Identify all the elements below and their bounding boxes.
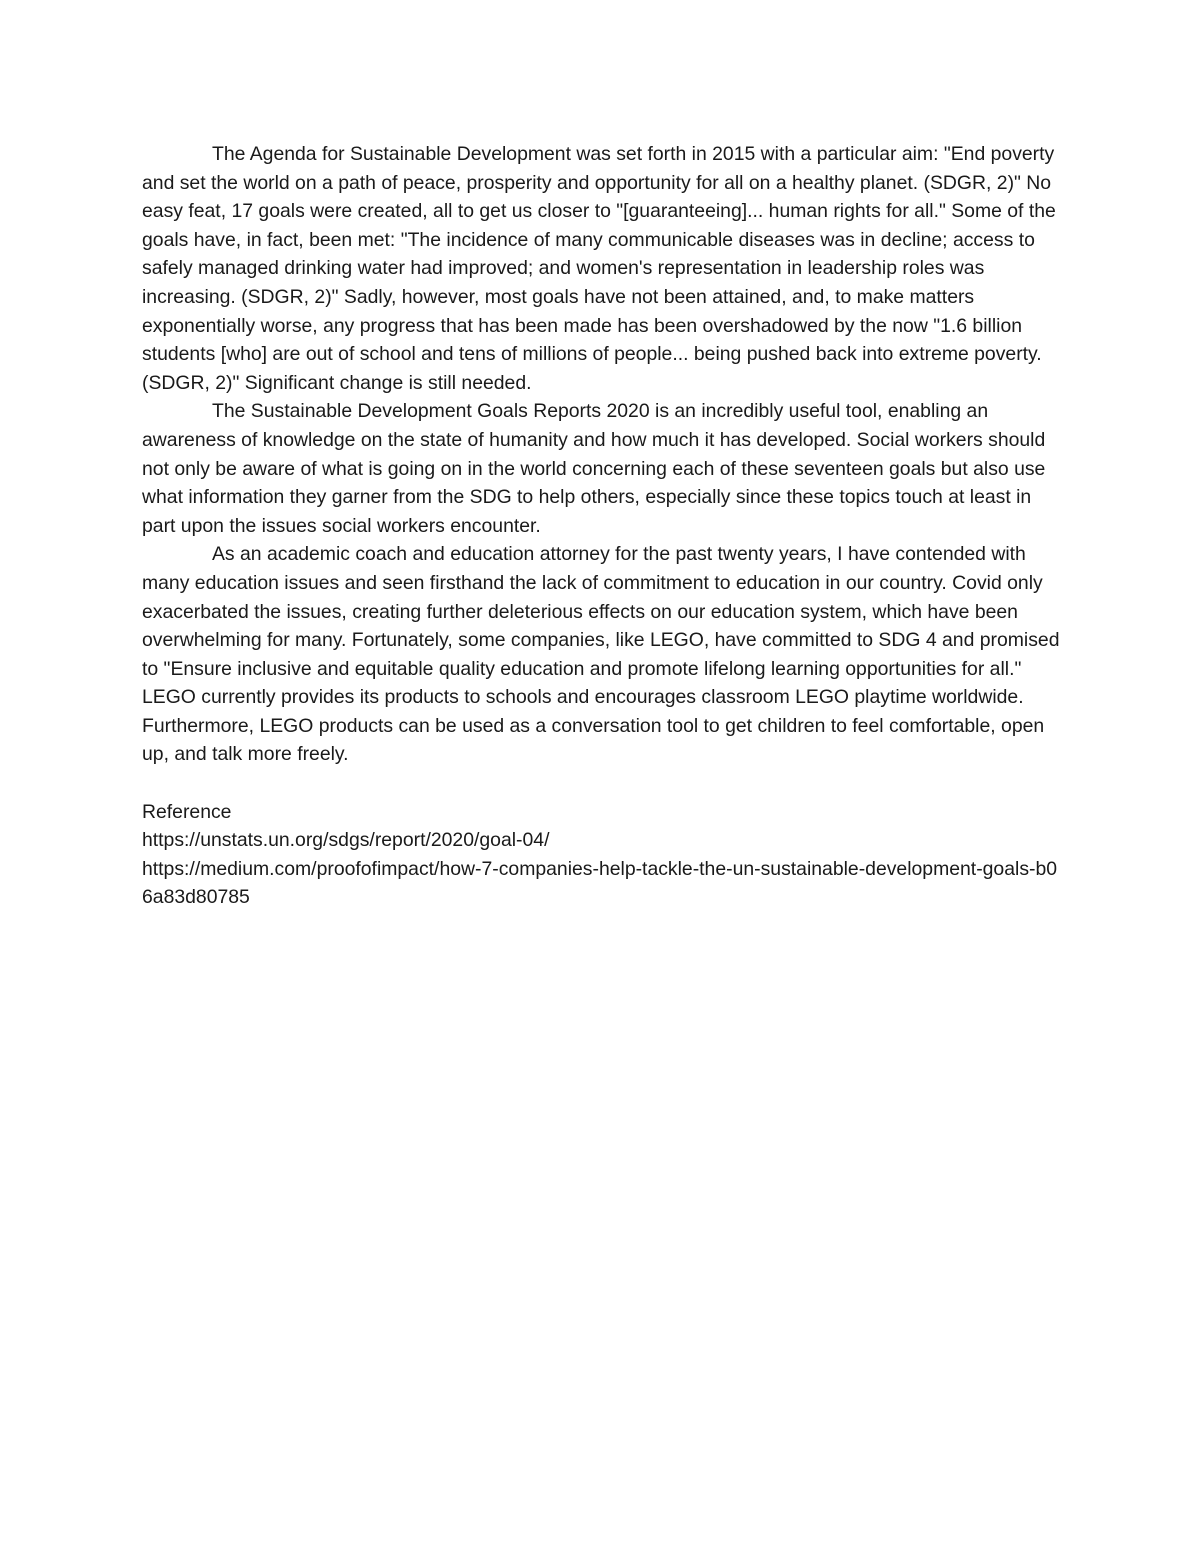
paragraph-1: The Agenda for Sustainable Development was set forth in 2015 with a particular aim: "End poverty and set the world on a path of peace, prosperity and opportunity for all on a healthy planet. (SDGR, 2)" No easy feat, 17 goals were created, all to get us closer to "[guaranteeing]... human rights for all." Some of the goals have, in fact, been met: "The incidence of many communicable diseases was in decline; access to safely managed drinking water had improved; and women's representation in leadership roles was increasing. (SDGR, 2)" Sadly, however, most goals have not been attained, and, to make matters exponentially worse, any progress that has been made has been overshadowed by the now "1.6 billion students [who] are out of school and tens of millions of people... being pushed back into extreme poverty. (SDGR, 2)" Significant change is still needed. [142, 143, 1056, 394]
reference-section [142, 798, 1064, 912]
reference-link-2: https://medium.com/proofofimpact/how-7-companies-help-tackle-the-un-sustainable-development-goals-b06a83d80785 [142, 857, 1058, 909]
document-body [142, 140, 1064, 912]
reference-link-1: https://unstats.un.org/sdgs/report/2020/goal-04/ [142, 829, 550, 852]
reference-heading: Reference [142, 800, 232, 823]
paragraph-2: The Sustainable Development Goals Reports 2020 is an incredibly useful tool, enabling an awareness of knowledge on the state of humanity and how much it has developed. Social workers should not only be aware of what is going on in the world concerning each of these seventeen goals but also use what information they garner from the SDG to help others, especially since these topics touch at least in part upon the issues social workers encounter. [142, 400, 1046, 537]
paragraph-3: As an academic coach and education attorney for the past twenty years, I have contended with many education issues and seen firsthand the lack of commitment to education in our country. Covid only exacerbated the issues, creating further deleterious effects on our education system, which have been overwhelming for many. Fortunately, some companies, like LEGO, have committed to SDG 4 and promised to "Ensure inclusive and equitable quality education and promote lifelong learning opportunities for all." LEGO currently provides its products to schools and encourages classroom LEGO playtime worldwide. Furthermore, LEGO products can be used as a conversation tool to get children to feel comfortable, open up, and talk more freely. [142, 543, 1060, 766]
